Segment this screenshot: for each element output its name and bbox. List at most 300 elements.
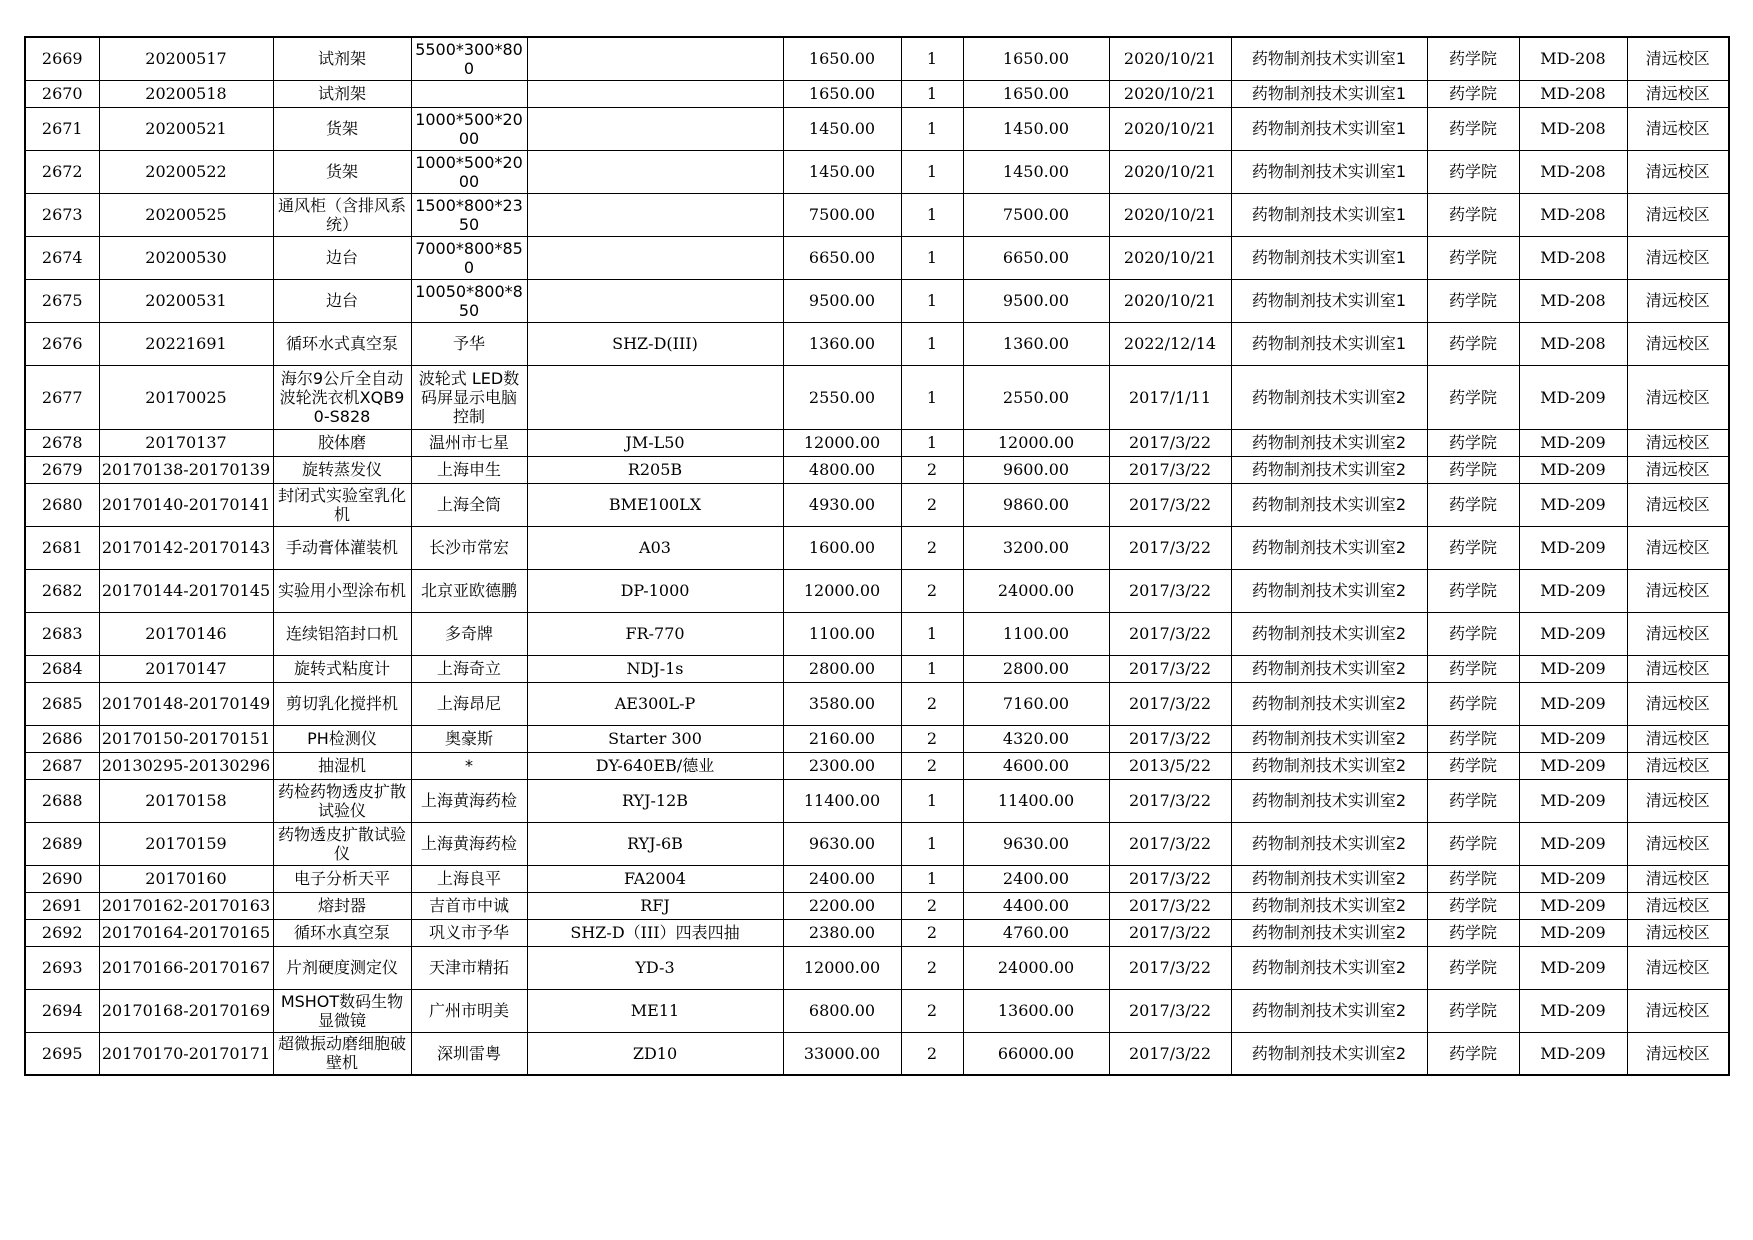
campus-cell: 清远校区	[1627, 725, 1729, 752]
table-row	[25, 456, 1729, 483]
campus-cell: 清远校区	[1627, 569, 1729, 612]
name-cell: 熔封器	[273, 892, 411, 919]
room-no-cell: MD-209	[1519, 752, 1627, 779]
qty-cell: 1	[901, 322, 963, 365]
unit-price-cell: 7500.00	[783, 193, 901, 236]
name-cell: 片剂硬度测定仪	[273, 946, 411, 989]
campus-cell: 清远校区	[1627, 80, 1729, 107]
amount-cell: 1360.00	[963, 322, 1109, 365]
seq-cell: 2676	[25, 322, 99, 365]
model-cell: R205B	[527, 456, 783, 483]
unit-price-cell: 1360.00	[783, 322, 901, 365]
campus-cell: 清远校区	[1627, 236, 1729, 279]
asset-no-cell: 20170168-20170169	[99, 989, 273, 1032]
qty-cell: 1	[901, 37, 963, 80]
room-no-cell: MD-209	[1519, 865, 1627, 892]
model-cell: ZD10	[527, 1032, 783, 1075]
model-cell: ME11	[527, 989, 783, 1032]
date-cell: 2017/3/22	[1109, 483, 1231, 526]
room-no-cell: MD-209	[1519, 429, 1627, 456]
brand-cell: 奥豪斯	[411, 725, 527, 752]
unit-price-cell: 9500.00	[783, 279, 901, 322]
date-cell: 2017/3/22	[1109, 919, 1231, 946]
dept-cell: 药学院	[1427, 456, 1519, 483]
dept-cell: 药学院	[1427, 569, 1519, 612]
model-cell: RYJ-6B	[527, 822, 783, 865]
date-cell: 2017/3/22	[1109, 569, 1231, 612]
qty-cell: 1	[901, 150, 963, 193]
seq-cell: 2695	[25, 1032, 99, 1075]
qty-cell: 1	[901, 429, 963, 456]
date-cell: 2022/12/14	[1109, 322, 1231, 365]
brand-cell: 上海全筒	[411, 483, 527, 526]
date-cell: 2020/10/21	[1109, 107, 1231, 150]
model-cell: SHZ-D(III)	[527, 322, 783, 365]
unit-price-cell: 6650.00	[783, 236, 901, 279]
asset-no-cell: 20200522	[99, 150, 273, 193]
dept-cell: 药学院	[1427, 150, 1519, 193]
room-no-cell: MD-209	[1519, 1032, 1627, 1075]
name-cell: 胶体磨	[273, 429, 411, 456]
asset-no-cell: 20200531	[99, 279, 273, 322]
unit-price-cell: 3580.00	[783, 682, 901, 725]
brand-cell: 天津市精拓	[411, 946, 527, 989]
model-cell: FR-770	[527, 612, 783, 655]
table-row	[25, 752, 1729, 779]
date-cell: 2017/3/22	[1109, 989, 1231, 1032]
seq-cell: 2679	[25, 456, 99, 483]
table-row	[25, 236, 1729, 279]
seq-cell: 2685	[25, 682, 99, 725]
room-cell: 药物制剂技术实训室2	[1231, 429, 1427, 456]
campus-cell: 清远校区	[1627, 612, 1729, 655]
amount-cell: 24000.00	[963, 569, 1109, 612]
asset-no-cell: 20130295-20130296	[99, 752, 273, 779]
seq-cell: 2671	[25, 107, 99, 150]
qty-cell: 2	[901, 456, 963, 483]
dept-cell: 药学院	[1427, 37, 1519, 80]
unit-price-cell: 2380.00	[783, 919, 901, 946]
room-cell: 药物制剂技术实训室1	[1231, 80, 1427, 107]
campus-cell: 清远校区	[1627, 526, 1729, 569]
unit-price-cell: 2200.00	[783, 892, 901, 919]
asset-no-cell: 20170142-20170143	[99, 526, 273, 569]
model-cell: JM-L50	[527, 429, 783, 456]
name-cell: 超微振动磨细胞破壁机	[273, 1032, 411, 1075]
brand-cell: 广州市明美	[411, 989, 527, 1032]
inventory-sheet	[24, 36, 1728, 1076]
asset-no-cell: 20170166-20170167	[99, 946, 273, 989]
room-cell: 药物制剂技术实训室2	[1231, 682, 1427, 725]
date-cell: 2017/3/22	[1109, 429, 1231, 456]
campus-cell: 清远校区	[1627, 107, 1729, 150]
model-cell	[527, 150, 783, 193]
room-cell: 药物制剂技术实训室1	[1231, 322, 1427, 365]
model-cell: SHZ-D（III）四表四抽	[527, 919, 783, 946]
room-no-cell: MD-208	[1519, 80, 1627, 107]
brand-cell: 1500*800*2350	[411, 193, 527, 236]
qty-cell: 2	[901, 946, 963, 989]
table-row	[25, 322, 1729, 365]
room-cell: 药物制剂技术实训室2	[1231, 365, 1427, 429]
campus-cell: 清远校区	[1627, 682, 1729, 725]
campus-cell: 清远校区	[1627, 483, 1729, 526]
name-cell: MSHOT数码生物显微镜	[273, 989, 411, 1032]
room-cell: 药物制剂技术实训室2	[1231, 752, 1427, 779]
qty-cell: 1	[901, 193, 963, 236]
seq-cell: 2677	[25, 365, 99, 429]
date-cell: 2017/3/22	[1109, 1032, 1231, 1075]
table-row	[25, 725, 1729, 752]
asset-no-cell: 20170159	[99, 822, 273, 865]
qty-cell: 1	[901, 236, 963, 279]
unit-price-cell: 2550.00	[783, 365, 901, 429]
asset-no-cell: 20200521	[99, 107, 273, 150]
table-row	[25, 682, 1729, 725]
campus-cell: 清远校区	[1627, 919, 1729, 946]
room-cell: 药物制剂技术实训室2	[1231, 865, 1427, 892]
unit-price-cell: 1100.00	[783, 612, 901, 655]
dept-cell: 药学院	[1427, 919, 1519, 946]
room-no-cell: MD-209	[1519, 655, 1627, 682]
qty-cell: 2	[901, 752, 963, 779]
brand-cell: 5500*300*800	[411, 37, 527, 80]
seq-cell: 2694	[25, 989, 99, 1032]
room-cell: 药物制剂技术实训室2	[1231, 456, 1427, 483]
asset-no-cell: 20170148-20170149	[99, 682, 273, 725]
room-no-cell: MD-209	[1519, 456, 1627, 483]
dept-cell: 药学院	[1427, 892, 1519, 919]
seq-cell: 2670	[25, 80, 99, 107]
dept-cell: 药学院	[1427, 612, 1519, 655]
date-cell: 2017/3/22	[1109, 612, 1231, 655]
brand-cell: 上海昂尼	[411, 682, 527, 725]
model-cell: RFJ	[527, 892, 783, 919]
asset-no-cell: 20200517	[99, 37, 273, 80]
name-cell: 剪切乳化搅拌机	[273, 682, 411, 725]
dept-cell: 药学院	[1427, 682, 1519, 725]
seq-cell: 2675	[25, 279, 99, 322]
qty-cell: 2	[901, 569, 963, 612]
room-cell: 药物制剂技术实训室2	[1231, 989, 1427, 1032]
asset-no-cell: 20170160	[99, 865, 273, 892]
campus-cell: 清远校区	[1627, 752, 1729, 779]
dept-cell: 药学院	[1427, 526, 1519, 569]
campus-cell: 清远校区	[1627, 279, 1729, 322]
asset-no-cell: 20170162-20170163	[99, 892, 273, 919]
room-cell: 药物制剂技术实训室2	[1231, 1032, 1427, 1075]
brand-cell: 巩义市予华	[411, 919, 527, 946]
room-cell: 药物制剂技术实训室2	[1231, 483, 1427, 526]
amount-cell: 4600.00	[963, 752, 1109, 779]
date-cell: 2020/10/21	[1109, 37, 1231, 80]
table-row	[25, 919, 1729, 946]
campus-cell: 清远校区	[1627, 655, 1729, 682]
seq-cell: 2673	[25, 193, 99, 236]
room-no-cell: MD-209	[1519, 682, 1627, 725]
seq-cell: 2688	[25, 779, 99, 822]
model-cell	[527, 37, 783, 80]
qty-cell: 1	[901, 865, 963, 892]
model-cell: AE300L-P	[527, 682, 783, 725]
date-cell: 2020/10/21	[1109, 193, 1231, 236]
brand-cell: 予华	[411, 322, 527, 365]
unit-price-cell: 6800.00	[783, 989, 901, 1032]
table-row	[25, 365, 1729, 429]
room-no-cell: MD-209	[1519, 946, 1627, 989]
table-row	[25, 989, 1729, 1032]
qty-cell: 1	[901, 612, 963, 655]
campus-cell: 清远校区	[1627, 989, 1729, 1032]
amount-cell: 2550.00	[963, 365, 1109, 429]
room-no-cell: MD-208	[1519, 193, 1627, 236]
room-no-cell: MD-209	[1519, 919, 1627, 946]
asset-no-cell: 20200518	[99, 80, 273, 107]
name-cell: PH检测仪	[273, 725, 411, 752]
model-cell: NDJ-1s	[527, 655, 783, 682]
table-row	[25, 1032, 1729, 1075]
date-cell: 2013/5/22	[1109, 752, 1231, 779]
dept-cell: 药学院	[1427, 822, 1519, 865]
seq-cell: 2693	[25, 946, 99, 989]
model-cell	[527, 236, 783, 279]
date-cell: 2020/10/21	[1109, 150, 1231, 193]
room-no-cell: MD-208	[1519, 322, 1627, 365]
name-cell: 药物透皮扩散试验仪	[273, 822, 411, 865]
qty-cell: 1	[901, 80, 963, 107]
room-no-cell: MD-208	[1519, 236, 1627, 279]
amount-cell: 7160.00	[963, 682, 1109, 725]
room-cell: 药物制剂技术实训室1	[1231, 150, 1427, 193]
model-cell: YD-3	[527, 946, 783, 989]
qty-cell: 1	[901, 779, 963, 822]
unit-price-cell: 9630.00	[783, 822, 901, 865]
room-no-cell: MD-209	[1519, 526, 1627, 569]
name-cell: 封闭式实验室乳化机	[273, 483, 411, 526]
seq-cell: 2682	[25, 569, 99, 612]
room-cell: 药物制剂技术实训室2	[1231, 779, 1427, 822]
table-row	[25, 193, 1729, 236]
seq-cell: 2674	[25, 236, 99, 279]
qty-cell: 1	[901, 365, 963, 429]
date-cell: 2017/3/22	[1109, 822, 1231, 865]
amount-cell: 12000.00	[963, 429, 1109, 456]
date-cell: 2017/3/22	[1109, 892, 1231, 919]
dept-cell: 药学院	[1427, 80, 1519, 107]
unit-price-cell: 1650.00	[783, 37, 901, 80]
qty-cell: 2	[901, 1032, 963, 1075]
campus-cell: 清远校区	[1627, 1032, 1729, 1075]
model-cell: Starter 300	[527, 725, 783, 752]
dept-cell: 药学院	[1427, 989, 1519, 1032]
amount-cell: 1450.00	[963, 107, 1109, 150]
brand-cell	[411, 80, 527, 107]
qty-cell: 1	[901, 107, 963, 150]
campus-cell: 清远校区	[1627, 946, 1729, 989]
asset-no-cell: 20170158	[99, 779, 273, 822]
room-cell: 药物制剂技术实训室2	[1231, 655, 1427, 682]
seq-cell: 2692	[25, 919, 99, 946]
amount-cell: 9860.00	[963, 483, 1109, 526]
seq-cell: 2689	[25, 822, 99, 865]
room-cell: 药物制剂技术实训室1	[1231, 107, 1427, 150]
table-row	[25, 429, 1729, 456]
dept-cell: 药学院	[1427, 107, 1519, 150]
dept-cell: 药学院	[1427, 946, 1519, 989]
table-row	[25, 80, 1729, 107]
unit-price-cell: 2300.00	[783, 752, 901, 779]
table-row	[25, 569, 1729, 612]
unit-price-cell: 11400.00	[783, 779, 901, 822]
unit-price-cell: 1650.00	[783, 80, 901, 107]
room-no-cell: MD-208	[1519, 37, 1627, 80]
name-cell: 循环水式真空泵	[273, 322, 411, 365]
seq-cell: 2687	[25, 752, 99, 779]
room-cell: 药物制剂技术实训室1	[1231, 279, 1427, 322]
table-row	[25, 946, 1729, 989]
unit-price-cell: 12000.00	[783, 946, 901, 989]
brand-cell: 温州市七星	[411, 429, 527, 456]
brand-cell: 上海奇立	[411, 655, 527, 682]
seq-cell: 2683	[25, 612, 99, 655]
model-cell: A03	[527, 526, 783, 569]
amount-cell: 2400.00	[963, 865, 1109, 892]
brand-cell: 上海良平	[411, 865, 527, 892]
table-row	[25, 279, 1729, 322]
dept-cell: 药学院	[1427, 779, 1519, 822]
brand-cell: 上海黄海药检	[411, 779, 527, 822]
room-cell: 药物制剂技术实训室2	[1231, 919, 1427, 946]
name-cell: 旋转蒸发仪	[273, 456, 411, 483]
dept-cell: 药学院	[1427, 236, 1519, 279]
name-cell: 实验用小型涂布机	[273, 569, 411, 612]
model-cell: RYJ-12B	[527, 779, 783, 822]
amount-cell: 13600.00	[963, 989, 1109, 1032]
table-row	[25, 483, 1729, 526]
model-cell	[527, 193, 783, 236]
brand-cell: 波轮式 LED数码屏显示电脑控制	[411, 365, 527, 429]
table-row	[25, 655, 1729, 682]
dept-cell: 药学院	[1427, 1032, 1519, 1075]
dept-cell: 药学院	[1427, 193, 1519, 236]
unit-price-cell: 2400.00	[783, 865, 901, 892]
brand-cell: 1000*500*2000	[411, 107, 527, 150]
table-row	[25, 822, 1729, 865]
table-row	[25, 892, 1729, 919]
room-cell: 药物制剂技术实训室2	[1231, 725, 1427, 752]
name-cell: 电子分析天平	[273, 865, 411, 892]
unit-price-cell: 12000.00	[783, 569, 901, 612]
room-no-cell: MD-208	[1519, 150, 1627, 193]
room-cell: 药物制剂技术实训室1	[1231, 37, 1427, 80]
brand-cell: 深圳雷粤	[411, 1032, 527, 1075]
table-row	[25, 107, 1729, 150]
room-cell: 药物制剂技术实训室2	[1231, 946, 1427, 989]
name-cell: 边台	[273, 236, 411, 279]
seq-cell: 2691	[25, 892, 99, 919]
room-no-cell: MD-209	[1519, 483, 1627, 526]
brand-cell: 10050*800*850	[411, 279, 527, 322]
date-cell: 2020/10/21	[1109, 80, 1231, 107]
seq-cell: 2686	[25, 725, 99, 752]
equipment-table	[24, 36, 1730, 1076]
asset-no-cell: 20170150-20170151	[99, 725, 273, 752]
unit-price-cell: 12000.00	[783, 429, 901, 456]
name-cell: 试剂架	[273, 80, 411, 107]
seq-cell: 2681	[25, 526, 99, 569]
asset-no-cell: 20170164-20170165	[99, 919, 273, 946]
model-cell: BME100LX	[527, 483, 783, 526]
date-cell: 2020/10/21	[1109, 236, 1231, 279]
asset-no-cell: 20170140-20170141	[99, 483, 273, 526]
room-no-cell: MD-209	[1519, 892, 1627, 919]
brand-cell: 上海申生	[411, 456, 527, 483]
brand-cell: 吉首市中诚	[411, 892, 527, 919]
campus-cell: 清远校区	[1627, 456, 1729, 483]
campus-cell: 清远校区	[1627, 429, 1729, 456]
qty-cell: 2	[901, 892, 963, 919]
name-cell: 药检药物透皮扩散试验仪	[273, 779, 411, 822]
table-row	[25, 150, 1729, 193]
name-cell: 货架	[273, 107, 411, 150]
qty-cell: 2	[901, 483, 963, 526]
unit-price-cell: 1450.00	[783, 107, 901, 150]
name-cell: 连续铝箔封口机	[273, 612, 411, 655]
name-cell: 循环水真空泵	[273, 919, 411, 946]
date-cell: 2017/3/22	[1109, 526, 1231, 569]
room-cell: 药物制剂技术实训室2	[1231, 569, 1427, 612]
campus-cell: 清远校区	[1627, 193, 1729, 236]
asset-no-cell: 20170144-20170145	[99, 569, 273, 612]
table-row	[25, 37, 1729, 80]
seq-cell: 2680	[25, 483, 99, 526]
qty-cell: 2	[901, 919, 963, 946]
asset-no-cell: 20200530	[99, 236, 273, 279]
seq-cell: 2684	[25, 655, 99, 682]
model-cell	[527, 107, 783, 150]
asset-no-cell: 20170137	[99, 429, 273, 456]
name-cell: 边台	[273, 279, 411, 322]
dept-cell: 药学院	[1427, 725, 1519, 752]
campus-cell: 清远校区	[1627, 865, 1729, 892]
campus-cell: 清远校区	[1627, 365, 1729, 429]
amount-cell: 9500.00	[963, 279, 1109, 322]
room-cell: 药物制剂技术实训室1	[1231, 193, 1427, 236]
table-body	[25, 37, 1729, 1075]
model-cell: FA2004	[527, 865, 783, 892]
brand-cell: *	[411, 752, 527, 779]
amount-cell: 11400.00	[963, 779, 1109, 822]
brand-cell: 多奇牌	[411, 612, 527, 655]
dept-cell: 药学院	[1427, 752, 1519, 779]
unit-price-cell: 1600.00	[783, 526, 901, 569]
name-cell: 货架	[273, 150, 411, 193]
amount-cell: 4320.00	[963, 725, 1109, 752]
campus-cell: 清远校区	[1627, 322, 1729, 365]
name-cell: 海尔9公斤全自动波轮洗衣机XQB90-S828	[273, 365, 411, 429]
model-cell	[527, 80, 783, 107]
asset-no-cell: 20221691	[99, 322, 273, 365]
amount-cell: 1650.00	[963, 80, 1109, 107]
campus-cell: 清远校区	[1627, 822, 1729, 865]
qty-cell: 2	[901, 526, 963, 569]
room-cell: 药物制剂技术实训室2	[1231, 822, 1427, 865]
unit-price-cell: 2800.00	[783, 655, 901, 682]
date-cell: 2017/3/22	[1109, 779, 1231, 822]
seq-cell: 2678	[25, 429, 99, 456]
room-cell: 药物制剂技术实训室1	[1231, 236, 1427, 279]
amount-cell: 2800.00	[963, 655, 1109, 682]
